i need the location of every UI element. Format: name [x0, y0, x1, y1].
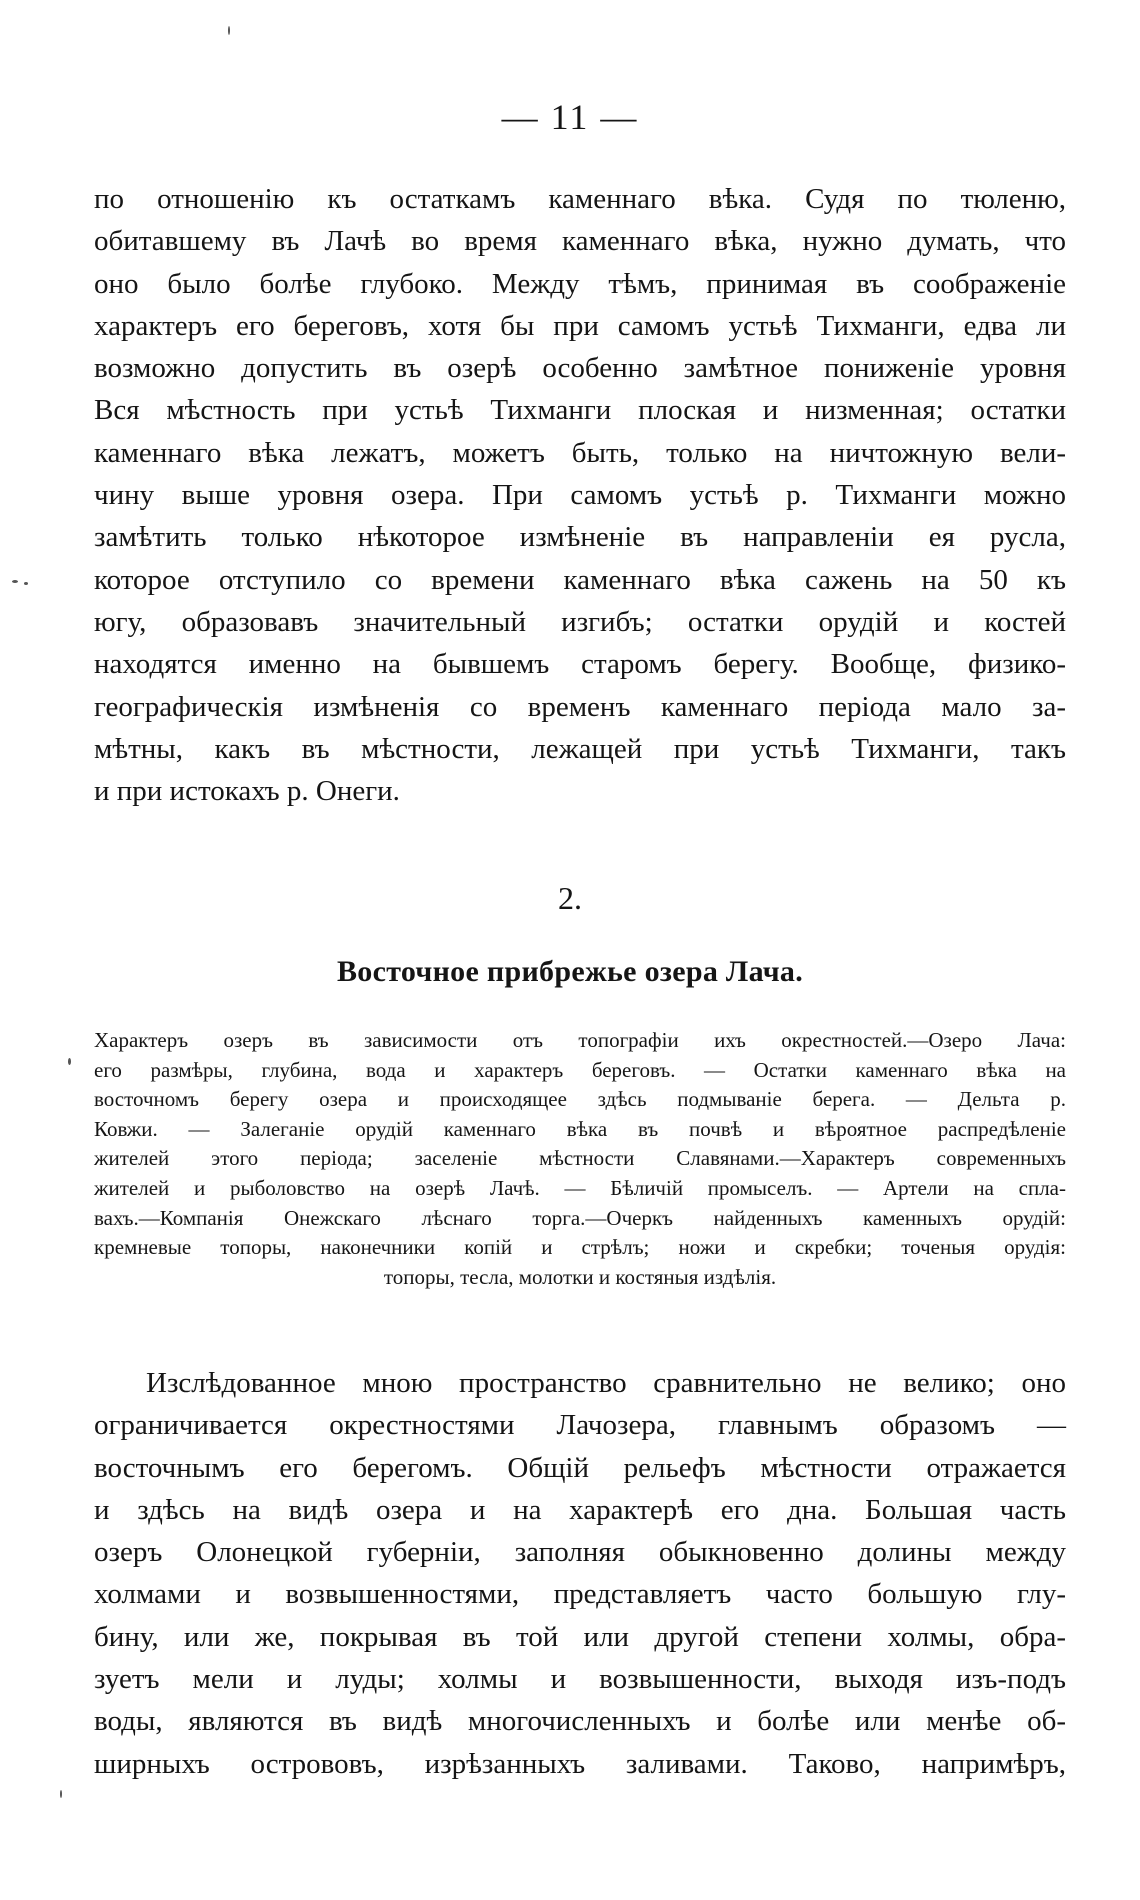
scan-speck — [228, 26, 230, 35]
summary-line: его размѣры, глубина, вода и характеръ береговъ. — Остатки каменнаго вѣка на — [94, 1057, 1066, 1082]
scan-speck — [68, 1058, 71, 1065]
text-line: восточнымъ его берегомъ. Общій рельефъ мѣстности отражается — [94, 1451, 1066, 1484]
summary-line: восточномъ берегу озера и происходящее здѣсь подмываніе берега. — Дельта р. — [94, 1087, 1066, 1112]
text-line: оно было болѣе глубоко. Между тѣмъ, принимая въ соображеніе — [94, 267, 1066, 300]
summary-line: вахъ.—Компанія Онежскаго лѣснаго торга.—Очеркъ найденныхъ каменныхъ орудій: — [94, 1205, 1066, 1230]
summary-line: кремневые топоры, наконечники копій и стрѣлъ; ножи и скребки; точеныя орудія: — [94, 1235, 1066, 1260]
text-line: и здѣсь на видѣ озера и на характерѣ его дна. Большая часть — [94, 1493, 1066, 1526]
text-line: Изслѣдованное мною пространство сравнительно не велико; оно — [146, 1367, 1066, 1399]
text-line: и при истокахъ р. Онеги. — [94, 775, 400, 808]
summary-line: жителей и рыболовство на озерѣ Лачѣ. — Бѣличій промыселъ. — Артели на спла- — [94, 1175, 1066, 1200]
text-line: которое отступило со времени каменнаго вѣка сажень на 50 къ — [94, 563, 1066, 596]
scan-speck — [12, 580, 18, 583]
text-line: бину, или же, покрывая въ той или другой степени холмы, обра- — [94, 1620, 1066, 1653]
text-line: мѣтны, какъ въ мѣстности, лежащей при устьѣ Тихманги, такъ — [94, 732, 1066, 765]
text-line: ширныхъ острововъ, изрѣзанныхъ заливами. Таково, напримѣръ, — [94, 1747, 1066, 1780]
summary-line: Характеръ озеръ въ зависимости отъ топографіи ихъ окрестностей.—Озеро Лача: — [94, 1028, 1066, 1052]
scan-speck — [60, 1790, 62, 1798]
section-number: 2. — [558, 880, 582, 916]
text-line: географическія измѣненія со временъ каменнаго періода мало за- — [94, 690, 1066, 723]
text-line: Вся мѣстность при устьѣ Тихманги плоская и низменная; остатки — [94, 394, 1066, 427]
text-line: ограничивается окрестностями Лачозера, главнымъ образомъ — — [94, 1409, 1066, 1442]
text-line: находятся именно на бывшемъ старомъ берегу. Вообще, физико- — [94, 648, 1066, 681]
text-line: замѣтить только нѣкоторое измѣненіе въ направленіи ея русла, — [94, 521, 1066, 554]
summary-line: жителей этого періода; заселеніе мѣстности Славянами.—Характеръ современныхъ — [94, 1146, 1066, 1171]
text-line: по отношенію къ остаткамъ каменнаго вѣка. Судя по тюленю, — [94, 183, 1066, 215]
page-number: — 11 — — [501, 97, 639, 137]
text-line: холмами и возвышенностями, представляетъ часто большую глу- — [94, 1578, 1066, 1611]
paragraph-1 — [94, 178, 1066, 812]
text-line: зуетъ мели и луды; холмы и возвышенности, выходя изъ-подъ — [94, 1663, 1066, 1696]
chapter-summary — [94, 1026, 1066, 1292]
text-line: каменнаго вѣка лежатъ, можетъ быть, только на ничтожную вели- — [94, 436, 1066, 469]
text-line: чину выше уровня озера. При самомъ устьѣ р. Тихманги можно — [94, 479, 1066, 512]
text-line: озеръ Олонецкой губерніи, заполняя обыкновенно долины между — [94, 1536, 1066, 1569]
paragraph-2 — [94, 1362, 1066, 1785]
text-line: возможно допустить въ озерѣ особенно замѣтное пониженіе уровня — [94, 352, 1066, 385]
summary-line: топоры, тесла, молотки и костяныя издѣлія. — [383, 1264, 777, 1289]
text-line: воды, являются въ видѣ многочисленныхъ и болѣе или менѣе об- — [94, 1705, 1066, 1738]
text-line: обитавшему въ Лачѣ во время каменнаго вѣка, нужно думать, что — [94, 225, 1066, 258]
text-line: югу, образовавъ значительный изгибъ; остатки орудій и костей — [94, 605, 1066, 638]
summary-line: Ковжи. — Залеганіе орудій каменнаго вѣка въ почвѣ и вѣроятное распредѣленіе — [94, 1116, 1066, 1141]
section-title: Восточное прибрежье озера Лача. — [336, 955, 804, 988]
text-line: характеръ его береговъ, хотя бы при самомъ устьѣ Тихманги, едва ли — [94, 309, 1066, 342]
scan-speck — [24, 582, 28, 585]
